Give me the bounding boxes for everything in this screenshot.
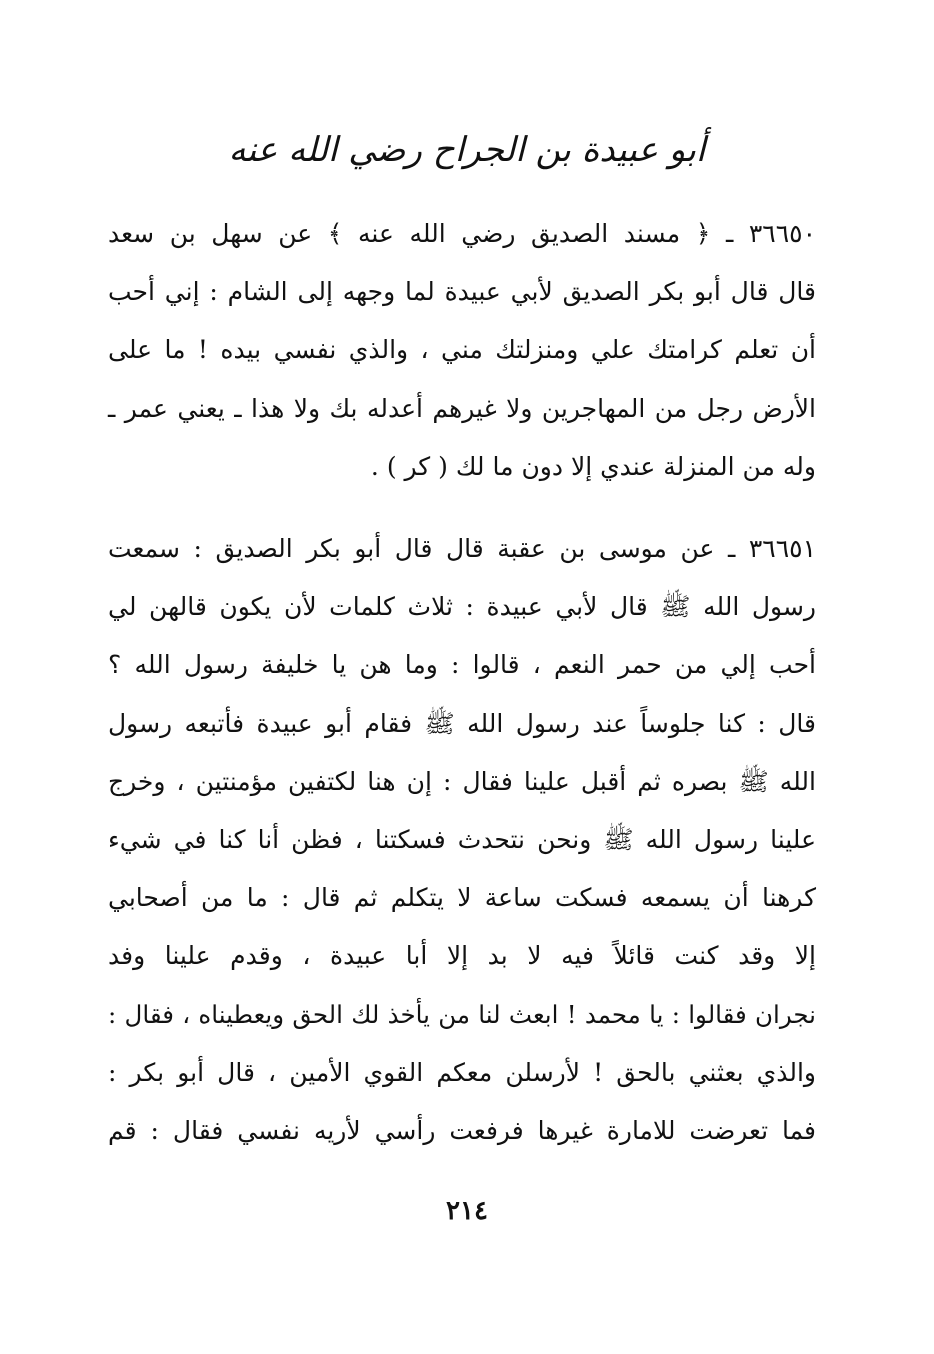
text-line: أن تعلم كرامتك علي ومنزلتك مني ، والذي نفسي بيده ! ما على	[108, 335, 816, 365]
text-line: أحب إلي من حمر النعم ، قالوا : وما هن يا خليفة رسول الله ؟	[108, 650, 816, 680]
text-line: علينا رسول الله ﷺ ونحن نتحدث فسكتنا ، فظن أنا كنا في شيء	[108, 825, 816, 855]
text-line: قال قال أبو بكر الصديق لأبي عبيدة لما وجهه إلى الشام : إني أحب	[108, 277, 816, 307]
text-line: الأرض رجل من المهاجرين ولا غيرهم أعدله بك ولا هذا ـ يعني عمر ـ	[108, 393, 816, 423]
text-line: ٣٦٦٥١ ـ عن موسى بن عقبة قال قال أبو بكر الصديق : سمعت	[108, 534, 816, 563]
text-line: إلا وقد كنت قائلاً فيه لا بد إلا أبا عبيدة ، وقدم علينا وفد	[108, 941, 816, 971]
text-line: فما تعرضت للامارة غيرها فرفعت رأسي لأريه نفسي فقال : قم	[108, 1116, 816, 1146]
text-line: كرهنا أن يسمعه فسكت ساعة لا يتكلم ثم قال : ما من أصحابي	[108, 883, 816, 913]
hadith-36651	[108, 520, 816, 1160]
text-line: نجران فقالوا : يا محمد ! ابعث لنا من يأخذ لك الحق ويعطيناه ، فقال :	[108, 999, 816, 1029]
hadith-36650	[108, 205, 816, 496]
text-line: ٣٦٦٥٠ ـ ﴿ مسند الصديق رضي الله عنه ﴾ عن سهل بن سعد	[108, 219, 816, 248]
text-line: قال : كنا جلوساً عند رسول الله ﷺ فقام أبو عبيدة فأتبعه رسول	[108, 708, 816, 738]
page-number: ٢١٤	[446, 1196, 488, 1226]
chapter-title: أبو عبيدة بن الجراح رضي الله عنه	[228, 130, 706, 170]
text-line: والذي بعثني بالحق ! لأرسلن معكم القوي الأمين ، قال أبو بكر :	[108, 1057, 816, 1087]
text-line: رسول الله ﷺ قال لأبي عبيدة : ثلاث كلمات لأن يكون قالهن لي	[108, 592, 816, 622]
text-line: وله من المنزلة عندي إلا دون ما لك ( كر ) .	[370, 451, 816, 481]
text-line: الله ﷺ بصره ثم أقبل علينا فقال : إن هنا لكتفين مؤمنتين ، وخرج	[108, 766, 816, 796]
